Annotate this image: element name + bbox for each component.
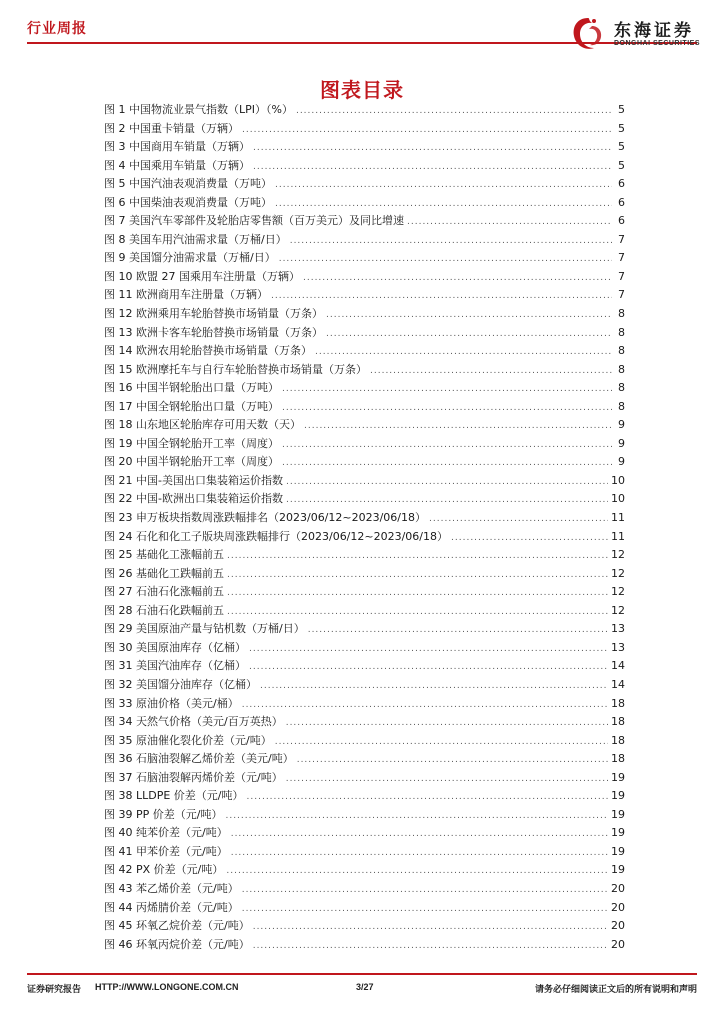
toc-entry[interactable] bbox=[104, 175, 625, 194]
toc-entry-label: 图 4 中国乘用车销量（万辆） bbox=[104, 158, 250, 172]
toc-entry[interactable] bbox=[104, 713, 625, 732]
toc-entry[interactable] bbox=[104, 231, 625, 250]
toc-entry[interactable] bbox=[104, 806, 625, 825]
toc-leader-dots bbox=[247, 788, 608, 807]
toc-entry-page: 11 bbox=[611, 529, 625, 543]
toc-leader-dots bbox=[249, 640, 608, 659]
page-number: 3/27 bbox=[356, 982, 374, 992]
toc-leader-dots bbox=[260, 677, 608, 696]
toc-entry[interactable] bbox=[104, 435, 625, 454]
toc-entry-page: 9 bbox=[618, 455, 625, 469]
toc-leader-dots bbox=[304, 417, 612, 436]
toc-entry-label: 图 19 中国全钢轮胎开工率（周度） bbox=[104, 436, 279, 450]
toc-entry-label: 图 15 欧洲摩托车与自行车轮胎替换市场销量（万条） bbox=[104, 362, 367, 376]
toc-leader-dots bbox=[225, 807, 608, 826]
toc-entry-label: 图 3 中国商用车销量（万辆） bbox=[104, 140, 250, 154]
toc-leader-dots bbox=[282, 436, 612, 455]
toc-leader-dots bbox=[242, 900, 608, 919]
toc-leader-dots bbox=[253, 937, 608, 956]
toc-entry-label: 图 25 基础化工涨幅前五 bbox=[104, 548, 224, 562]
toc-entry-label: 图 7 美国汽车零部件及轮胎店零售额（百万美元）及同比增速 bbox=[104, 214, 404, 228]
toc-entry[interactable] bbox=[104, 138, 625, 157]
figure-index-list bbox=[104, 101, 625, 954]
toc-entry[interactable] bbox=[104, 509, 625, 528]
toc-leader-dots bbox=[227, 547, 608, 566]
toc-entry-label: 图 11 欧洲商用车注册量（万辆） bbox=[104, 288, 268, 302]
toc-entry-label: 图 24 石化和化工子版块周涨跌幅排行（2023/06/12~2023/06/18） bbox=[104, 529, 449, 543]
toc-entry-page: 10 bbox=[611, 492, 625, 506]
page-footer bbox=[27, 982, 697, 995]
toc-entry[interactable] bbox=[104, 732, 625, 751]
toc-entry-page: 9 bbox=[618, 436, 625, 450]
toc-entry[interactable] bbox=[104, 416, 625, 435]
toc-entry[interactable] bbox=[104, 268, 625, 287]
toc-entry-page: 8 bbox=[618, 307, 625, 321]
toc-leader-dots bbox=[227, 584, 608, 603]
toc-entry-page: 18 bbox=[611, 752, 625, 766]
toc-leader-dots bbox=[286, 770, 608, 789]
toc-entry-label: 图 33 原油价格（美元/桶） bbox=[104, 696, 239, 710]
toc-leader-dots bbox=[296, 102, 612, 121]
toc-entry-page: 13 bbox=[611, 622, 625, 636]
toc-entry-page: 12 bbox=[611, 603, 625, 617]
toc-leader-dots bbox=[249, 658, 608, 677]
toc-entry[interactable] bbox=[104, 917, 625, 936]
toc-entry-label: 图 40 纯苯价差（元/吨） bbox=[104, 826, 228, 840]
toc-entry-page: 18 bbox=[611, 715, 625, 729]
toc-entry-label: 图 34 天然气价格（美元/百万英热） bbox=[104, 715, 283, 729]
footer-disclaimer: 请务必仔细阅读正文后的所有说明和声明 bbox=[534, 985, 697, 995]
toc-entry[interactable] bbox=[104, 453, 625, 472]
toc-entry[interactable] bbox=[104, 769, 625, 788]
toc-entry[interactable] bbox=[104, 861, 625, 880]
report-type-tag: 行业周报 bbox=[27, 21, 87, 37]
toc-leader-dots bbox=[227, 566, 608, 585]
toc-entry-page: 20 bbox=[611, 900, 625, 914]
toc-entry-page: 10 bbox=[611, 473, 625, 487]
toc-leader-dots bbox=[326, 325, 612, 344]
toc-entry[interactable] bbox=[104, 936, 625, 955]
toc-entry-page: 5 bbox=[618, 121, 625, 135]
toc-entry-page: 11 bbox=[611, 511, 625, 525]
toc-entry-label: 图 42 PX 价差（元/吨） bbox=[104, 863, 224, 877]
toc-entry[interactable] bbox=[104, 565, 625, 584]
toc-entry[interactable] bbox=[104, 472, 625, 491]
toc-entry-label: 图 23 申万板块指数周涨跌幅排名（2023/06/12~2023/06/18） bbox=[104, 511, 427, 525]
toc-leader-dots bbox=[286, 714, 608, 733]
toc-leader-dots bbox=[303, 269, 612, 288]
toc-entry[interactable] bbox=[104, 528, 625, 547]
toc-entry-page: 8 bbox=[618, 362, 625, 376]
toc-entry-page: 19 bbox=[611, 863, 625, 877]
toc-entry-label: 图 29 美国原油产量与钻机数（万桶/日） bbox=[104, 622, 305, 636]
toc-entry-page: 19 bbox=[611, 826, 625, 840]
toc-entry-page: 7 bbox=[618, 288, 625, 302]
toc-entry-page: 9 bbox=[618, 418, 625, 432]
toc-leader-dots bbox=[286, 473, 608, 492]
toc-leader-dots bbox=[282, 454, 612, 473]
footer-website-link[interactable]: HTTP://WWW.LONGONE.COM.CN bbox=[95, 982, 239, 992]
toc-entry-label: 图 6 中国柴油表观消费量（万吨） bbox=[104, 195, 272, 209]
toc-entry[interactable] bbox=[104, 676, 625, 695]
logo-chinese-name: 东海证券 bbox=[613, 20, 694, 41]
toc-leader-dots bbox=[242, 121, 612, 140]
toc-leader-dots bbox=[227, 603, 608, 622]
toc-entry[interactable] bbox=[104, 212, 625, 231]
toc-entry-label: 图 2 中国重卡销量（万辆） bbox=[104, 121, 239, 135]
toc-entry-page: 13 bbox=[611, 640, 625, 654]
toc-entry-label: 图 12 欧洲乘用车轮胎替换市场销量（万条） bbox=[104, 307, 323, 321]
toc-leader-dots bbox=[275, 176, 612, 195]
toc-entry-label: 图 35 原油催化裂化价差（元/吨） bbox=[104, 733, 272, 747]
toc-entry-page: 5 bbox=[618, 140, 625, 154]
toc-entry-label: 图 30 美国原油库存（亿桶） bbox=[104, 640, 246, 654]
toc-entry-page: 7 bbox=[618, 251, 625, 265]
toc-leader-dots bbox=[308, 621, 608, 640]
toc-entry-label: 图 18 山东地区轮胎库存可用天数（天） bbox=[104, 418, 301, 432]
toc-leader-dots bbox=[370, 362, 612, 381]
toc-leader-dots bbox=[451, 529, 608, 548]
toc-entry[interactable] bbox=[104, 843, 625, 862]
toc-leader-dots bbox=[286, 491, 608, 510]
toc-entry[interactable] bbox=[104, 824, 625, 843]
toc-entry-label: 图 46 环氧丙烷价差（元/吨） bbox=[104, 937, 250, 951]
toc-leader-dots bbox=[242, 696, 608, 715]
toc-leader-dots bbox=[242, 881, 608, 900]
toc-entry-label: 图 39 PP 价差（元/吨） bbox=[104, 807, 223, 821]
toc-entry-page: 18 bbox=[611, 733, 625, 747]
toc-leader-dots bbox=[231, 844, 608, 863]
toc-entry[interactable] bbox=[104, 583, 625, 602]
toc-entry-label: 图 26 基础化工跌幅前五 bbox=[104, 566, 224, 580]
toc-leader-dots bbox=[253, 918, 608, 937]
toc-entry-label: 图 1 中国物流业景气指数（LPI）（%） bbox=[104, 103, 293, 116]
toc-entry[interactable] bbox=[104, 639, 625, 658]
toc-entry-page: 8 bbox=[618, 325, 625, 339]
toc-entry-page: 19 bbox=[611, 807, 625, 821]
toc-leader-dots bbox=[315, 343, 612, 362]
toc-entry-page: 5 bbox=[618, 103, 625, 116]
toc-entry-label: 图 31 美国汽油库存（亿桶） bbox=[104, 659, 246, 673]
toc-entry-page: 8 bbox=[618, 399, 625, 413]
toc-entry-label: 图 28 石油石化跌幅前五 bbox=[104, 603, 224, 617]
toc-entry[interactable] bbox=[104, 305, 625, 324]
toc-entry-label: 图 14 欧洲农用轮胎替换市场销量（万条） bbox=[104, 344, 312, 358]
toc-entry-page: 12 bbox=[611, 566, 625, 580]
toc-leader-dots bbox=[429, 510, 608, 529]
toc-leader-dots bbox=[253, 139, 612, 158]
toc-entry-page: 8 bbox=[618, 344, 625, 358]
toc-entry[interactable] bbox=[104, 398, 625, 417]
toc-entry-label: 图 16 中国半钢轮胎出口量（万吨） bbox=[104, 381, 279, 395]
toc-entry-page: 7 bbox=[618, 269, 625, 283]
toc-leader-dots bbox=[275, 733, 608, 752]
toc-leader-dots bbox=[271, 287, 612, 306]
toc-entry-page: 12 bbox=[611, 585, 625, 599]
toc-leader-dots bbox=[407, 213, 612, 232]
logo-english-name: DONGHAI SECURITIES bbox=[613, 39, 700, 47]
toc-entry[interactable] bbox=[104, 157, 625, 176]
toc-entry[interactable] bbox=[104, 899, 625, 918]
toc-leader-dots bbox=[282, 399, 612, 418]
toc-leader-dots bbox=[279, 250, 612, 269]
toc-entry[interactable] bbox=[104, 249, 625, 268]
toc-leader-dots bbox=[231, 825, 608, 844]
footer-divider bbox=[27, 973, 697, 975]
toc-entry[interactable] bbox=[104, 602, 625, 621]
toc-entry[interactable] bbox=[104, 657, 625, 676]
toc-leader-dots bbox=[297, 751, 608, 770]
toc-entry-page: 6 bbox=[618, 214, 625, 228]
toc-entry[interactable] bbox=[104, 750, 625, 769]
toc-entry[interactable] bbox=[104, 120, 625, 139]
toc-entry-page: 19 bbox=[611, 844, 625, 858]
toc-entry[interactable] bbox=[104, 379, 625, 398]
toc-entry[interactable] bbox=[104, 194, 625, 213]
toc-entry-label: 图 21 中国-美国出口集装箱运价指数 bbox=[104, 473, 283, 487]
toc-entry-page: 6 bbox=[618, 177, 625, 191]
toc-entry-label: 图 9 美国馏分油需求量（万桶/日） bbox=[104, 251, 276, 265]
toc-entry-page: 19 bbox=[611, 789, 625, 803]
toc-entry-label: 图 17 中国全钢轮胎出口量（万吨） bbox=[104, 399, 279, 413]
toc-leader-dots bbox=[290, 232, 612, 251]
toc-entry-label: 图 20 中国半钢轮胎开工率（周度） bbox=[104, 455, 279, 469]
toc-leader-dots bbox=[282, 380, 612, 399]
toc-leader-dots bbox=[275, 195, 612, 214]
toc-entry-label: 图 36 石脑油裂解乙烯价差（美元/吨） bbox=[104, 752, 294, 766]
toc-entry-page: 8 bbox=[618, 381, 625, 395]
toc-entry-label: 图 5 中国汽油表观消费量（万吨） bbox=[104, 177, 272, 191]
toc-entry-page: 12 bbox=[611, 548, 625, 562]
toc-entry-page: 14 bbox=[611, 659, 625, 673]
toc-entry[interactable] bbox=[104, 490, 625, 509]
toc-entry-label: 图 10 欧盟 27 国乘用车注册量（万辆） bbox=[104, 269, 300, 283]
toc-entry-page: 20 bbox=[611, 881, 625, 895]
toc-entry-label: 图 43 苯乙烯价差（元/吨） bbox=[104, 881, 239, 895]
toc-entry-label: 图 27 石油石化涨幅前五 bbox=[104, 585, 224, 599]
toc-entry-page: 20 bbox=[611, 919, 625, 933]
toc-entry-label: 图 41 甲苯价差（元/吨） bbox=[104, 844, 228, 858]
toc-entry-label: 图 22 中国-欧洲出口集装箱运价指数 bbox=[104, 492, 283, 506]
toc-entry[interactable] bbox=[104, 880, 625, 899]
toc-entry[interactable] bbox=[104, 361, 625, 380]
toc-leader-dots bbox=[326, 306, 612, 325]
toc-entry-page: 19 bbox=[611, 770, 625, 784]
toc-entry-page: 6 bbox=[618, 195, 625, 209]
toc-entry[interactable] bbox=[104, 787, 625, 806]
toc-leader-dots bbox=[253, 158, 612, 177]
toc-entry-page: 7 bbox=[618, 232, 625, 246]
dragon-logo-icon bbox=[568, 14, 608, 54]
toc-leader-dots bbox=[226, 862, 608, 881]
toc-entry-label: 图 8 美国车用汽油需求量（万桶/日） bbox=[104, 232, 287, 246]
toc-entry-label: 图 44 丙烯腈价差（元/吨） bbox=[104, 900, 239, 914]
toc-entry-page: 14 bbox=[611, 677, 625, 691]
page-title: 图表目录 bbox=[320, 78, 404, 102]
toc-entry-label: 图 45 环氧乙烷价差（元/吨） bbox=[104, 919, 250, 933]
footer-report-label: 证券研究报告 bbox=[27, 985, 82, 995]
toc-entry[interactable] bbox=[104, 324, 625, 343]
company-logo bbox=[568, 14, 700, 54]
toc-entry-label: 图 37 石脑油裂解丙烯价差（元/吨） bbox=[104, 770, 283, 784]
toc-entry-page: 5 bbox=[618, 158, 625, 172]
toc-entry[interactable] bbox=[104, 286, 625, 305]
toc-entry[interactable] bbox=[104, 546, 625, 565]
toc-entry[interactable] bbox=[104, 620, 625, 639]
toc-entry[interactable] bbox=[104, 101, 625, 120]
toc-entry[interactable] bbox=[104, 695, 625, 714]
toc-entry-label: 图 13 欧洲卡客车轮胎替换市场销量（万条） bbox=[104, 325, 323, 339]
toc-entry-label: 图 38 LLDPE 价差（元/吨） bbox=[104, 789, 244, 803]
toc-entry-label: 图 32 美国馏分油库存（亿桶） bbox=[104, 677, 257, 691]
toc-entry-page: 20 bbox=[611, 937, 625, 951]
toc-entry-page: 18 bbox=[611, 696, 625, 710]
toc-entry[interactable] bbox=[104, 342, 625, 361]
